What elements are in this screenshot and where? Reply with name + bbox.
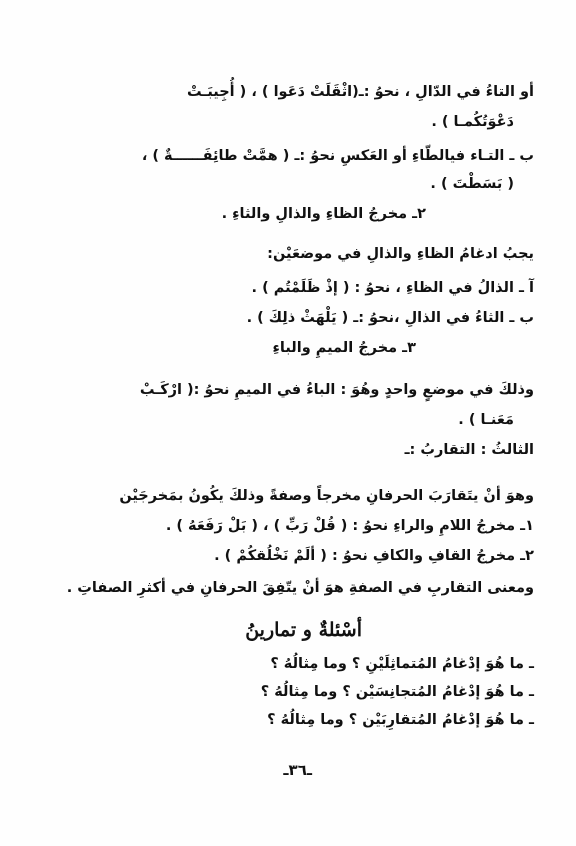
question-item: ـ ما هُوَ إدْغامُ المُتماثِلَيْنِ ؟ وما مِثالُهُ ؟ (270, 656, 534, 672)
list-item: ب ـ الثاءُ في الذالِ ،نحوُ :ـ ( يَلْهَثْ ذلِكَ ) . (246, 310, 534, 326)
text-line: مَعَنـا ) . (458, 412, 514, 428)
exercises-heading: أسْئلةٌ و تمارينُ (245, 619, 362, 641)
text-line: ( بَسَطْتَ ) . (430, 176, 514, 192)
section-heading: ٢ـ مخرجُ الظاءِ والذالِ والثاءِ . (221, 206, 426, 222)
list-item: آ ـ الذالُ في الظاءِ ، نحوُ : ( إذْ ظَلَمْتُم ) . (251, 280, 534, 296)
section-heading: ٣ـ مخرجُ الميمِ والباءِ (272, 340, 416, 356)
text-line: دَعْوَتُكُمـا ) . (431, 114, 514, 130)
list-item: ١ـ مخرجُ اللامِ والراءِ نحوُ : ( قُلْ رَبِّ ) ، ( بَلْ رَفَعَهُ ) . (165, 518, 534, 534)
page-number: ـ٣٦ـ (283, 761, 312, 779)
text-line: وذلكَ في موضعٍ واحدٍ وهُوَ : الباءُ في الميمِ نحوُ :( ارْكَـبْ (139, 382, 534, 398)
question-item: ـ ما هُوَ إدْغامُ المُتجانِسَيْن ؟ وما مِثالُهُ ؟ (260, 684, 534, 700)
text-line: ب ـ التـاء فيالطّاءِ أو العَكسِ نحوُ :ـ ( همَّتْ طائِفَــــــةٌ ) ، (141, 148, 534, 164)
text-line: يجبُ ادغامُ الظاءِ والذالِ في موضعَيْن: (267, 246, 534, 262)
question-item: ـ ما هُوَ إدْغامُ المُتقارِبَيْن ؟ وما مِثالُهُ ؟ (267, 712, 534, 728)
list-item: ٢ـ مخرجُ القافِ والكافِ نحوُ : ( ألَمْ نَخْلُقكُمْ ) . (214, 548, 534, 564)
section-heading: الثالثُ : التقاربُ :ـ (404, 442, 534, 458)
text-line: ومعنى التقاربِ في الصفةِ هوَ أنْ يتّفِقَ الحرفانِ في أكثرِ الصفاتِ . (66, 580, 534, 596)
text-line: وهوَ أنْ يتَقارَبَ الحرفانِ مخرجاً وصفةً وذلكَ يكُونُ بمَخرجَيْن (119, 488, 534, 504)
text-line: أو التاءُ في الدّالِ ، نحوُ :ـ(اثْقَلَتْ دَعَوا ) ، ( أُجِيبَـتْ (187, 84, 534, 100)
